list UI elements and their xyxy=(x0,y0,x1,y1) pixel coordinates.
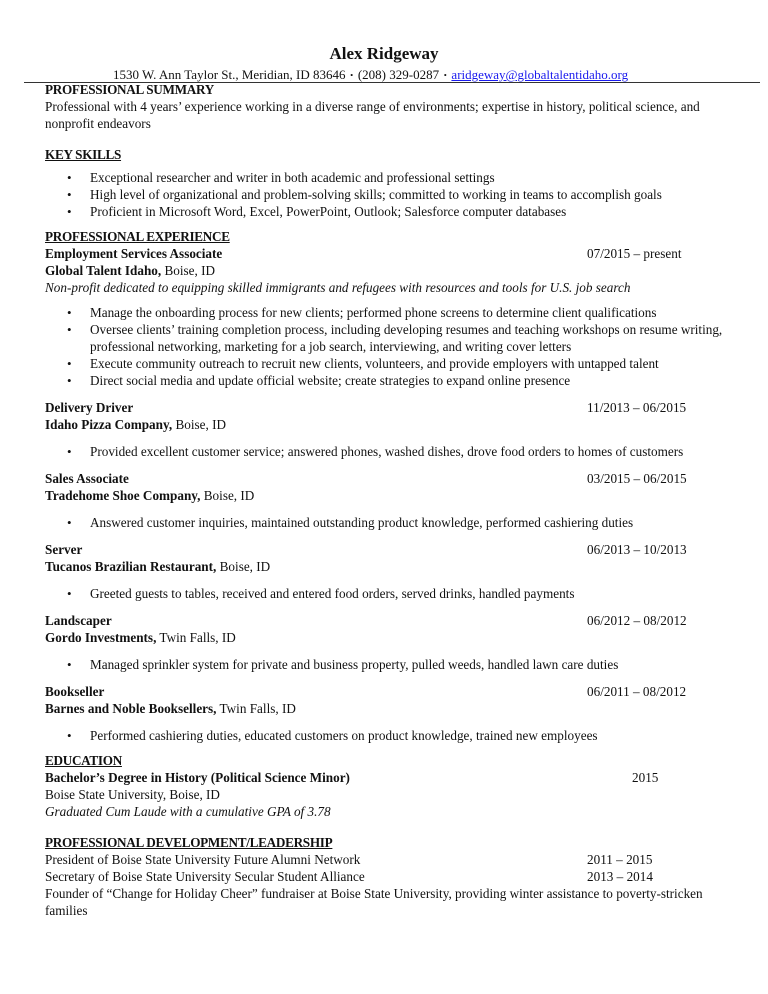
job-company: Gordo Investments, xyxy=(45,630,157,645)
job-location: Boise, ID xyxy=(216,559,271,574)
job-tagline: Non-profit dedicated to equipping skilled immigrants and refugees with resources and tools for U.S. job search xyxy=(45,280,631,295)
list-item: • Answered customer inquiries, maintained outstanding product knowledge, performed cashiering duties xyxy=(90,514,725,531)
list-item: • Execute community outreach to recruit new clients, volunteers, and provide employers with untapped talent xyxy=(90,355,725,372)
job-role: Sales Associate xyxy=(45,471,129,486)
job-company: Tucanos Brazilian Restaurant, xyxy=(45,559,217,574)
job-entry xyxy=(45,399,725,460)
separator-dot: · xyxy=(443,67,448,82)
job-dates: 06/2012 – 08/2012 xyxy=(587,613,687,628)
job-company: Barnes and Noble Booksellers, xyxy=(45,701,217,716)
list-item: • Direct social media and update official website; create strategies to expand online presence xyxy=(90,372,725,389)
resume-name: Alex Ridgeway xyxy=(329,44,439,63)
resume-body xyxy=(45,81,725,919)
job-bullets xyxy=(45,585,725,602)
address: 1530 W. Ann Taylor St., Meridian, ID 83646 xyxy=(113,67,346,82)
job-role: Bookseller xyxy=(45,684,105,699)
list-item: • Greeted guests to tables, received and entered food orders, served drinks, handled payments xyxy=(90,585,725,602)
job-dates: 06/2011 – 08/2012 xyxy=(587,684,687,699)
development-dates: 2011 – 2015 xyxy=(587,852,653,867)
job-role: Delivery Driver xyxy=(45,400,134,415)
job-entry xyxy=(45,612,725,673)
job-location: Twin Falls, ID xyxy=(216,701,296,716)
job-location: Boise, ID xyxy=(172,417,226,432)
list-item: • Managed sprinkler system for private and business property, pulled weeds, handled lawn care duties xyxy=(90,656,725,673)
development-item: President of Boise State University Future Alumni Network xyxy=(45,852,361,867)
job-entry xyxy=(45,683,725,744)
development-founder: Founder of “Change for Holiday Cheer” fundraiser at Boise State University, providing winter assistance to poverty-stricken families xyxy=(45,886,703,918)
phone: (208) 329-0287 xyxy=(357,67,440,82)
job-bullets xyxy=(45,443,725,460)
job-entry xyxy=(45,470,725,531)
job-bullets xyxy=(45,304,725,389)
degree-year: 2015 xyxy=(632,770,659,785)
education-heading: EDUCATION xyxy=(45,753,122,768)
experience-heading: PROFESSIONAL EXPERIENCE xyxy=(45,229,230,244)
list-item: • Manage the onboarding process for new clients; performed phone screens to determine client qualifications xyxy=(90,304,725,321)
job-company: Tradehome Shoe Company, xyxy=(45,488,201,503)
school: Boise State University, Boise, ID xyxy=(45,787,220,802)
list-item: • Performed cashiering duties, educated customers on product knowledge, trained new employees xyxy=(90,727,725,744)
summary-heading: PROFESSIONAL SUMMARY xyxy=(45,82,215,97)
job-location: Boise, ID xyxy=(161,263,216,278)
list-item: • Oversee clients’ training completion process, including developing resumes and teaching workshops on resume writing, professional networking, marketing for a job search, interviewing, and writing cover letters xyxy=(90,321,725,355)
list-item: • Provided excellent customer service; answered phones, washed dishes, drove food orders to homes of customers xyxy=(90,443,725,460)
job-location: Boise, ID xyxy=(200,488,255,503)
education-note: Graduated Cum Laude with a cumulative GPA of 3.78 xyxy=(45,804,331,819)
separator-dot: · xyxy=(349,67,354,82)
email-link[interactable]: aridgeway@globaltalentidaho.org xyxy=(451,67,629,82)
development-dates: 2013 – 2014 xyxy=(587,869,653,884)
degree: Bachelor’s Degree in History (Political Science Minor) xyxy=(45,770,350,785)
skills-heading: KEY SKILLS xyxy=(45,147,122,162)
job-dates: 03/2015 – 06/2015 xyxy=(587,471,687,486)
development-heading: PROFESSIONAL DEVELOPMENT/LEADERSHIP xyxy=(45,835,333,850)
list-item: • Exceptional researcher and writer in both academic and professional settings xyxy=(90,169,725,186)
job-bullets xyxy=(45,727,725,744)
list-item: • Proficient in Microsoft Word, Excel, PowerPoint, Outlook; Salesforce computer databases xyxy=(90,203,725,220)
job-role: Employment Services Associate xyxy=(45,246,223,261)
job-company: Idaho Pizza Company, xyxy=(45,417,173,432)
development-item: Secretary of Boise State University Secular Student Alliance xyxy=(45,869,365,884)
job-bullets xyxy=(45,656,725,673)
job-location: Twin Falls, ID xyxy=(156,630,236,645)
job-bullets xyxy=(45,514,725,531)
job-role: Server xyxy=(45,542,83,557)
job-role: Landscaper xyxy=(45,613,112,628)
job-entry xyxy=(45,245,725,389)
job-dates: 07/2015 – present xyxy=(587,246,682,261)
summary-text: Professional with 4 years’ experience working in a diverse range of environments; expertise in history, political science, and nonprofit endeavors xyxy=(45,99,700,131)
skills-list xyxy=(45,169,725,220)
job-company: Global Talent Idaho, xyxy=(45,263,162,278)
list-item: • High level of organizational and problem-solving skills; committed to working in teams to accomplish goals xyxy=(90,186,725,203)
job-entry xyxy=(45,541,725,602)
job-dates: 06/2013 – 10/2013 xyxy=(587,542,687,557)
job-dates: 11/2013 – 06/2015 xyxy=(587,400,687,415)
